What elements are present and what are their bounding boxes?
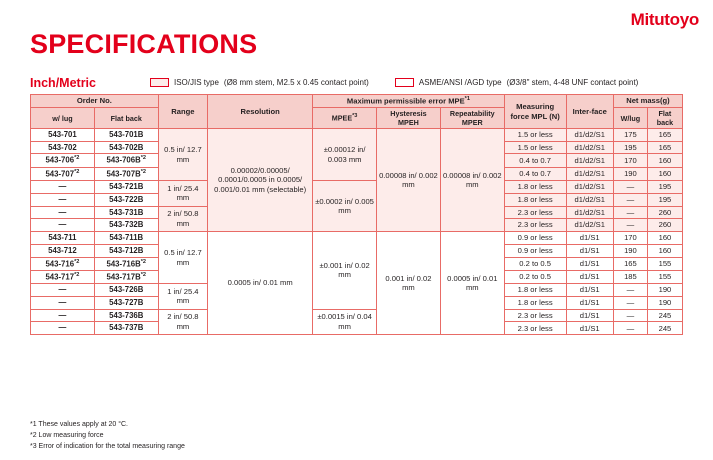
cell-order-no-w-lug: 543-711 bbox=[31, 232, 95, 245]
cell-interface: d1/d2/S1 bbox=[566, 206, 613, 219]
cell-hysteresis: 0.001 in/ 0.02 mm bbox=[377, 232, 441, 335]
footnote-3: *3 Error of indication for the total measuring range bbox=[30, 442, 185, 450]
header-resolution: Resolution bbox=[208, 95, 313, 129]
cell-order-no-w-lug: 543-701 bbox=[31, 129, 95, 142]
cell-order-no-flat-back: 543-711B bbox=[94, 232, 158, 245]
legend-item-asme bbox=[395, 78, 638, 87]
cell-interface: d1/S1 bbox=[566, 270, 613, 283]
cell-order-no-w-lug: — bbox=[31, 309, 95, 322]
cell-interface: d1/S1 bbox=[566, 322, 613, 335]
footnotes bbox=[30, 420, 185, 453]
cell-order-no-flat-back: 543-702B bbox=[94, 141, 158, 154]
cell-net-mass-w-lug: — bbox=[613, 206, 647, 219]
cell-measuring-force: 1.5 or less bbox=[504, 141, 566, 154]
cell-mpe-e: ±0.001 in/ 0.02 mm bbox=[313, 232, 377, 310]
cell-net-mass-flat-back: 165 bbox=[647, 141, 682, 154]
table-row bbox=[31, 129, 683, 142]
cell-interface: d1/S1 bbox=[566, 309, 613, 322]
brand-name: Mitutoyo bbox=[630, 10, 699, 29]
cell-net-mass-w-lug: 195 bbox=[613, 141, 647, 154]
cell-interface: d1/S1 bbox=[566, 296, 613, 309]
cell-repeatability: 0.00008 in/ 0.002 mm bbox=[440, 129, 504, 232]
cell-measuring-force: 0.2 to 0.5 bbox=[504, 257, 566, 270]
cell-interface: d1/d2/S1 bbox=[566, 141, 613, 154]
cell-net-mass-w-lug: 175 bbox=[613, 129, 647, 142]
cell-order-no-w-lug: 543-706$^{*2}$ bbox=[31, 154, 95, 167]
cell-range: 0.5 in/ 12.7 mm bbox=[158, 232, 207, 284]
cell-order-no-flat-back: $543-706B^{*2}$ bbox=[94, 154, 158, 167]
cell-order-no-flat-back: 543-722B bbox=[94, 193, 158, 206]
cell-net-mass-w-lug: — bbox=[613, 322, 647, 335]
cell-net-mass-flat-back: 260 bbox=[647, 219, 682, 232]
cell-net-mass-w-lug: 170 bbox=[613, 232, 647, 245]
header-mpe-e: MPEE$^{*3}$ bbox=[313, 108, 377, 129]
footnote-marker: *2 bbox=[74, 168, 80, 175]
cell-order-no-w-lug: 543-716$^{*2}$ bbox=[31, 257, 95, 270]
table-row bbox=[31, 232, 683, 245]
table-row bbox=[31, 181, 683, 194]
cell-order-no-flat-back: 543-731B bbox=[94, 206, 158, 219]
cell-order-no-flat-back: 543-727B bbox=[94, 296, 158, 309]
cell-order-no-flat-back: 543-732B bbox=[94, 219, 158, 232]
cell-order-no-flat-back: 543-737B bbox=[94, 322, 158, 335]
cell-net-mass-flat-back: 160 bbox=[647, 167, 682, 180]
cell-interface: d1/d2/S1 bbox=[566, 193, 613, 206]
cell-order-no-flat-back: 543-701B bbox=[94, 129, 158, 142]
cell-mpe-e: ±0.0015 in/ 0.04 mm bbox=[313, 309, 377, 334]
cell-net-mass-w-lug: — bbox=[613, 219, 647, 232]
cell-order-no-flat-back: $543-716B^{*2}$ bbox=[94, 257, 158, 270]
cell-range: 0.5 in/ 12.7 mm bbox=[158, 129, 207, 181]
cell-order-no-w-lug: — bbox=[31, 193, 95, 206]
cell-interface: d1/S1 bbox=[566, 257, 613, 270]
footnote-marker: *2 bbox=[140, 271, 147, 278]
cell-range: 2 in/ 50.8 mm bbox=[158, 206, 207, 231]
cell-order-no-w-lug: — bbox=[31, 219, 95, 232]
cell-net-mass-flat-back: 190 bbox=[647, 296, 682, 309]
footnote-marker: *2 bbox=[140, 155, 147, 162]
cell-net-mass-flat-back: 190 bbox=[647, 284, 682, 297]
cell-range: 1 in/ 25.4 mm bbox=[158, 284, 207, 309]
cell-resolution: 0.0005 in/ 0.01 mm bbox=[208, 232, 313, 335]
footnote-marker: *2 bbox=[140, 168, 147, 175]
cell-net-mass-w-lug: — bbox=[613, 284, 647, 297]
cell-net-mass-w-lug: — bbox=[613, 193, 647, 206]
cell-interface: d1/d2/S1 bbox=[566, 129, 613, 142]
cell-net-mass-flat-back: 155 bbox=[647, 257, 682, 270]
legend-item-iso bbox=[150, 78, 369, 87]
cell-net-mass-flat-back: 160 bbox=[647, 244, 682, 257]
table-row bbox=[31, 309, 683, 322]
legend-label-iso: ISO/JIS type bbox=[174, 78, 219, 87]
cell-order-no-flat-back: 543-712B bbox=[94, 244, 158, 257]
cell-net-mass-w-lug: — bbox=[613, 309, 647, 322]
header-flat-back: Flat back bbox=[94, 108, 158, 129]
legend-note-asme: (Ø3/8" stem, 4-48 UNF contact point) bbox=[506, 78, 639, 87]
cell-measuring-force: 2.3 or less bbox=[504, 322, 566, 335]
cell-measuring-force: 0.9 or less bbox=[504, 244, 566, 257]
header-interface: Inter-face bbox=[566, 95, 613, 129]
cell-net-mass-w-lug: — bbox=[613, 181, 647, 194]
cell-net-mass-flat-back: 160 bbox=[647, 154, 682, 167]
legend-note-iso: (Ø8 mm stem, M2.5 x 0.45 contact point) bbox=[223, 78, 369, 87]
header-order-no: Order No. bbox=[31, 95, 159, 108]
cell-order-no-w-lug: — bbox=[31, 284, 95, 297]
cell-net-mass-w-lug: 170 bbox=[613, 154, 647, 167]
cell-interface: d1/S1 bbox=[566, 284, 613, 297]
cell-net-mass-w-lug: 185 bbox=[613, 270, 647, 283]
header-repeatability: Repeatability MPER bbox=[440, 108, 504, 129]
cell-measuring-force: 1.8 or less bbox=[504, 181, 566, 194]
cell-measuring-force: 2.3 or less bbox=[504, 309, 566, 322]
cell-interface: d1/d2/S1 bbox=[566, 154, 613, 167]
legend-label-asme: ASME/ANSI /AGD type bbox=[418, 78, 502, 87]
cell-order-no-w-lug: 543-702 bbox=[31, 141, 95, 154]
footnote-marker: *2 bbox=[74, 155, 80, 162]
header-w-lug: w/ lug bbox=[31, 108, 95, 129]
cell-measuring-force: 2.3 or less bbox=[504, 206, 566, 219]
cell-net-mass-flat-back: 195 bbox=[647, 181, 682, 194]
footnote-marker: *2 bbox=[140, 258, 147, 265]
header-measuring-force: Measuring force MPL (N) bbox=[504, 95, 566, 129]
cell-measuring-force: 0.9 or less bbox=[504, 232, 566, 245]
header-hysteresis: Hysteresis MPEH bbox=[377, 108, 441, 129]
footnote-marker: *2 bbox=[74, 258, 80, 265]
cell-measuring-force: 2.3 or less bbox=[504, 219, 566, 232]
cell-net-mass-flat-back: 160 bbox=[647, 232, 682, 245]
cell-measuring-force: 1.5 or less bbox=[504, 129, 566, 142]
cell-net-mass-flat-back: 245 bbox=[647, 322, 682, 335]
page-title: SPECIFICATIONS bbox=[30, 29, 258, 59]
cell-mpe-e: ±0.0002 in/ 0.005 mm bbox=[313, 181, 377, 232]
cell-net-mass-flat-back: 155 bbox=[647, 270, 682, 283]
cell-net-mass-w-lug: — bbox=[613, 296, 647, 309]
specifications-table bbox=[30, 94, 683, 335]
cell-measuring-force: 0.2 to 0.5 bbox=[504, 270, 566, 283]
cell-net-mass-w-lug: 165 bbox=[613, 257, 647, 270]
cell-net-mass-flat-back: 245 bbox=[647, 309, 682, 322]
cell-order-no-w-lug: 543-717$^{*2}$ bbox=[31, 270, 95, 283]
cell-interface: d1/d2/S1 bbox=[566, 167, 613, 180]
footnote-1: *1 These values apply at 20 °C. bbox=[30, 421, 129, 428]
header-range: Range bbox=[158, 95, 207, 129]
brand-logo bbox=[631, 10, 699, 30]
cell-measuring-force: 1.8 or less bbox=[504, 284, 566, 297]
cell-order-no-w-lug: — bbox=[31, 322, 95, 335]
cell-interface: d1/d2/S1 bbox=[566, 181, 613, 194]
footnote-marker-1: *1 bbox=[464, 96, 470, 102]
cell-net-mass-w-lug: 190 bbox=[613, 244, 647, 257]
cell-net-mass-flat-back: 165 bbox=[647, 129, 682, 142]
section-subtitle: Inch/Metric bbox=[30, 76, 96, 90]
cell-interface: d1/d2/S1 bbox=[566, 219, 613, 232]
cell-measuring-force: 1.8 or less bbox=[504, 193, 566, 206]
cell-order-no-flat-back: 543-721B bbox=[94, 181, 158, 194]
header-mass-w-lug: W/lug bbox=[613, 108, 647, 129]
cell-measuring-force: 0.4 to 0.7 bbox=[504, 154, 566, 167]
cell-range: 1 in/ 25.4 mm bbox=[158, 181, 207, 206]
legend-swatch-asme bbox=[395, 78, 414, 87]
header-mass-flat-back: Flat back bbox=[647, 108, 682, 129]
table-header-row-1 bbox=[31, 95, 683, 108]
cell-order-no-flat-back: 543-726B bbox=[94, 284, 158, 297]
cell-mpe-e: ±0.00012 in/ 0.003 mm bbox=[313, 129, 377, 181]
cell-order-no-w-lug: — bbox=[31, 206, 95, 219]
cell-measuring-force: 1.8 or less bbox=[504, 296, 566, 309]
cell-order-no-flat-back: 543-736B bbox=[94, 309, 158, 322]
cell-range: 2 in/ 50.8 mm bbox=[158, 309, 207, 334]
header-max-error: Maximum permissible error MPE$^{*1}$ bbox=[313, 95, 505, 108]
cell-net-mass-w-lug: 190 bbox=[613, 167, 647, 180]
cell-order-no-w-lug: — bbox=[31, 181, 95, 194]
cell-net-mass-flat-back: 195 bbox=[647, 193, 682, 206]
cell-order-no-flat-back: $543-707B^{*2}$ bbox=[94, 167, 158, 180]
cell-measuring-force: 0.4 to 0.7 bbox=[504, 167, 566, 180]
cell-hysteresis: 0.00008 in/ 0.002 mm bbox=[377, 129, 441, 232]
cell-order-no-w-lug: 543-707$^{*2}$ bbox=[31, 167, 95, 180]
cell-interface: d1/S1 bbox=[566, 244, 613, 257]
cell-net-mass-flat-back: 260 bbox=[647, 206, 682, 219]
cell-interface: d1/S1 bbox=[566, 232, 613, 245]
cell-order-no-w-lug: 543-712 bbox=[31, 244, 95, 257]
cell-order-no-flat-back: $543-717B^{*2}$ bbox=[94, 270, 158, 283]
header-net-mass: Net mass(g) bbox=[613, 95, 682, 108]
legend-swatch-iso bbox=[150, 78, 169, 87]
cell-order-no-w-lug: — bbox=[31, 296, 95, 309]
footnote-marker: *2 bbox=[74, 271, 80, 278]
footnote-2: *2 Low measuring force bbox=[30, 431, 104, 439]
cell-resolution: 0.00002/0.00005/ 0.0001/0.0005 in 0.0005/ 0.001/0.01 mm (selectable) bbox=[208, 129, 313, 232]
legend bbox=[150, 78, 638, 87]
footnote-marker-3: *3 bbox=[352, 113, 358, 120]
cell-repeatability: 0.0005 in/ 0.01 mm bbox=[440, 232, 504, 335]
